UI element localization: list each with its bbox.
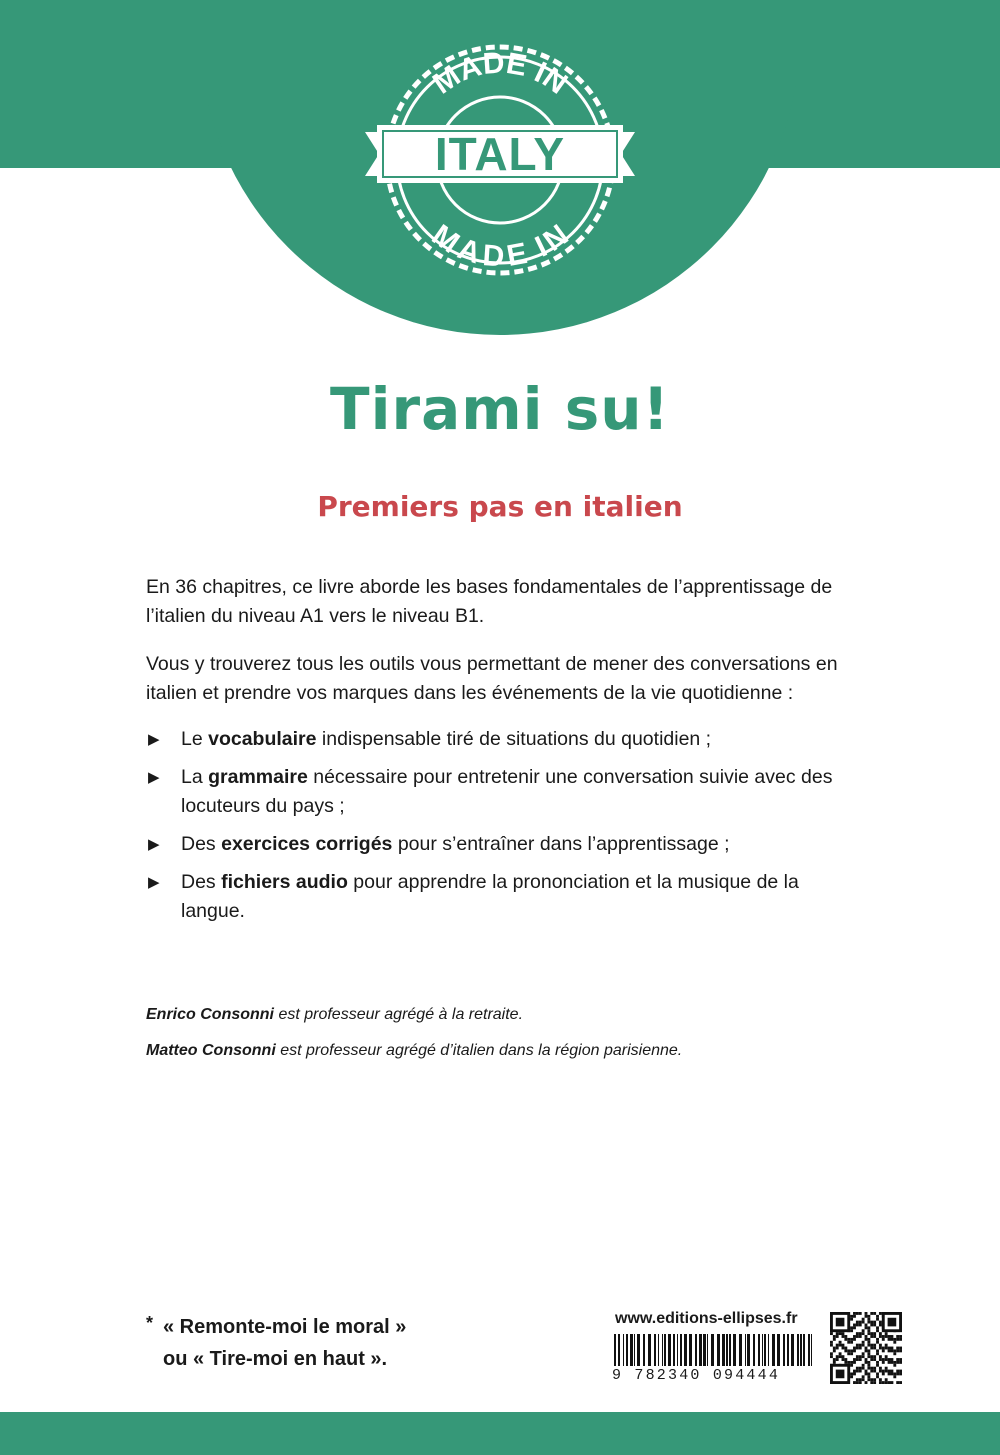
author-bio: Matteo Consonni est professeur agrégé d’italien dans la région parisienne. [146,1042,683,1059]
author-name: Enrico Consonni [146,1006,274,1023]
badge-top-text: MADE IN [427,46,574,101]
svg-text:MADE IN [426,218,574,273]
publisher-website[interactable]: www.editions-ellipses.fr [615,1310,798,1327]
list-item-keyword: vocabulaire [208,728,317,750]
triangle-right-icon: ▶ [148,874,160,891]
book-title: Tirami su! [330,375,670,443]
author-name: Matteo Consonni [146,1042,276,1059]
list-item-keyword: grammaire [208,766,308,788]
triangle-right-icon: ▶ [148,731,160,748]
list-item-keyword: exercices corrigés [221,833,393,855]
list-item: ▶ Le vocabulaire indispensable tiré de situations du quotidien ; [146,725,866,754]
footnote-line-2: ou « Tire-moi en haut ». [163,1348,388,1370]
bottom-green-band [0,1412,1000,1455]
intro-paragraph-2: Vous y trouverez tous les outils vous permettant de mener des conversations en italien et prendre vos marques dans les événements de la vie quotidienne : [146,653,838,704]
svg-text:MADE IN [427,47,573,101]
badge-center-text: ITALY [434,128,566,180]
list-item: ▶ La grammaire nécessaire pour entretenir une conversation suivie avec des locuteurs du pays ; [146,763,866,821]
footnote [146,1311,406,1375]
badge-bottom-text: MADE IN [425,218,575,274]
footnote-marker: * [146,1313,154,1333]
footnote-line-1: « Remonte-moi le moral » [163,1316,407,1338]
list-item: ▶ Des fichiers audio pour apprendre la prononciation et la musique de la langue. [146,868,866,926]
intro-paragraph: En 36 chapitres, ce livre aborde les bases fondamentales de l’apprentissage de l’italien du niveau A1 vers le niveau B1. [146,576,833,627]
made-in-italy-badge [355,40,645,280]
triangle-right-icon: ▶ [148,769,160,786]
book-subtitle: Premiers pas en italien [317,490,683,523]
triangle-right-icon: ▶ [148,836,160,853]
qr-code[interactable] [830,1312,902,1384]
list-item: ▶ Des exercices corrigés pour s’entraîner dans l’apprentissage ; [146,830,866,859]
isbn-number: 9 782340 094444 [612,1366,816,1386]
feature-list [146,725,866,935]
list-item-keyword: fichiers audio [221,871,348,893]
author-bio: Enrico Consonni est professeur agrégé à la retraite. [146,1006,524,1023]
